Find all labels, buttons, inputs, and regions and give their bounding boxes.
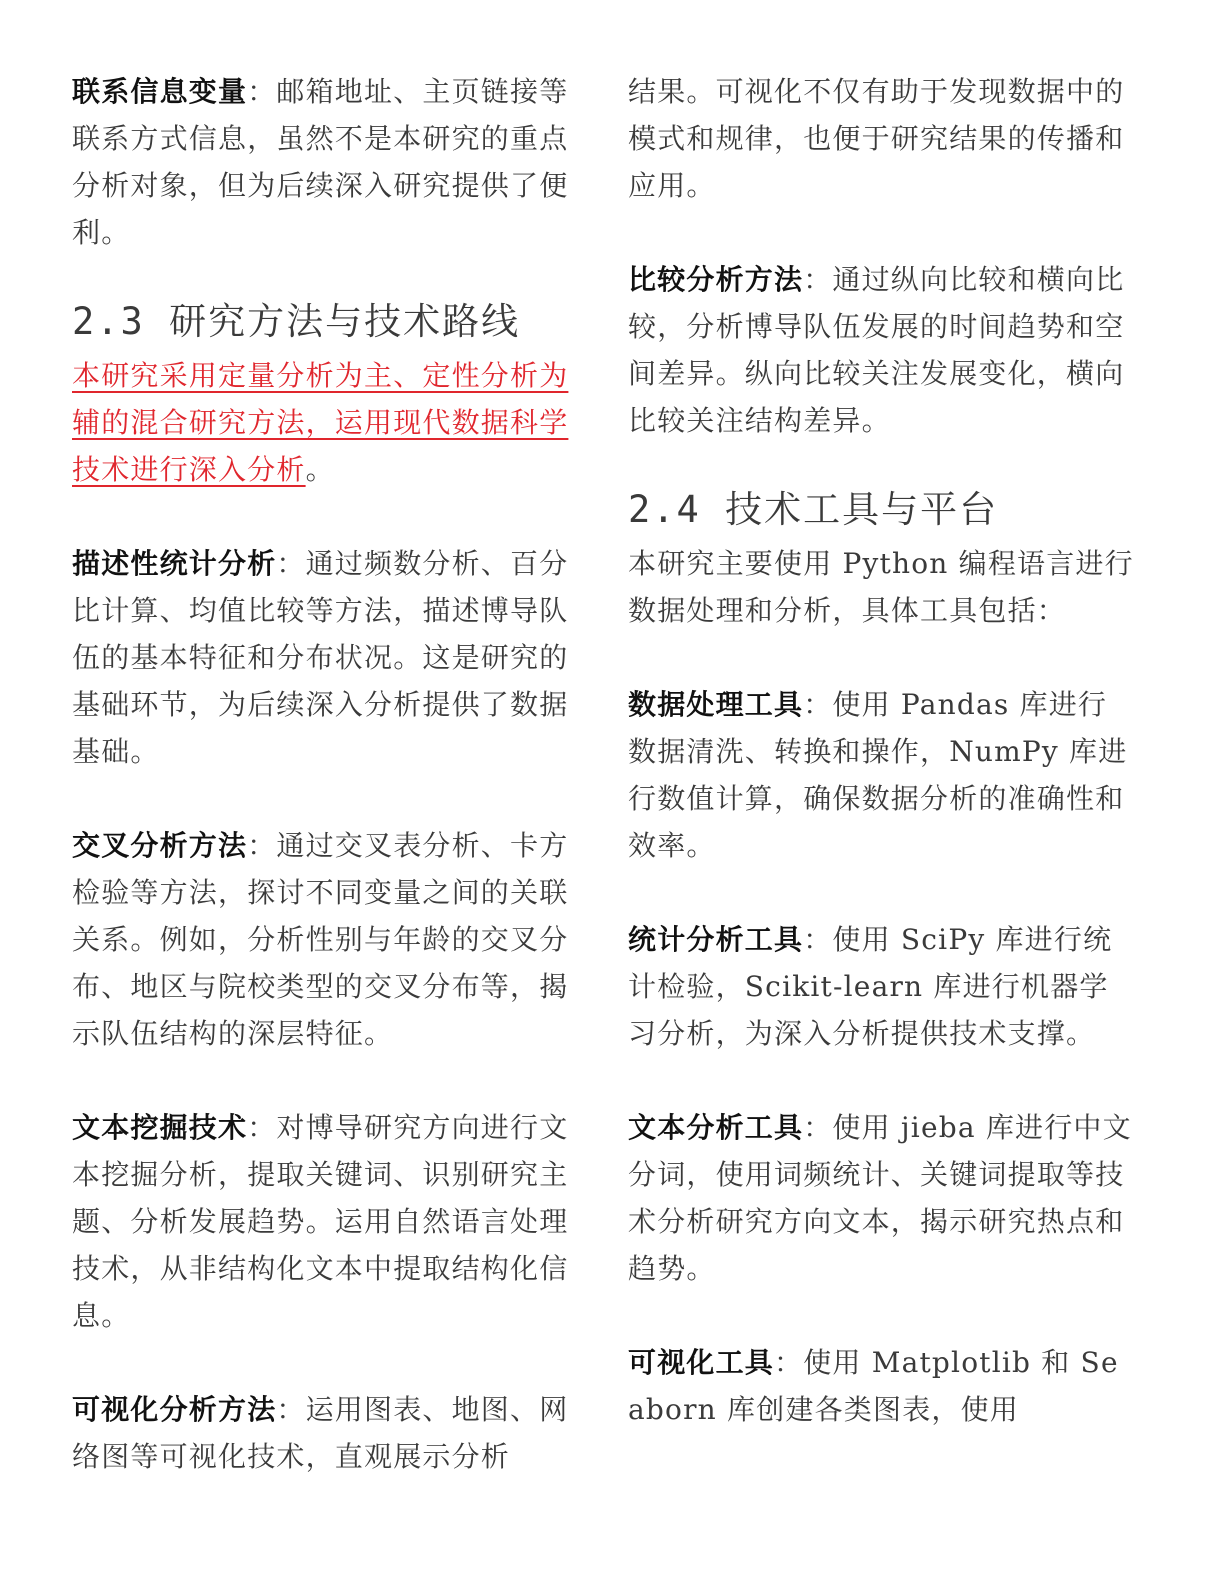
term-text-mining: 文本挖掘技术 xyxy=(72,1111,248,1144)
cross-analysis-paragraph: 交叉分析方法：通过交叉表分析、卡方检验等方法，探讨不同变量之间的关联关系。例如，分析性别与年龄的交叉分布、地区与院校类型的交叉分布等，揭示队伍结构的深层特征。 xyxy=(72,829,569,1050)
text-mining-paragraph: 文本挖掘技术：对博导研究方向进行文本挖掘分析，提取关键词、识别研究主题、分析发展趋势。运用自然语言处理技术，从非结构化文本中提取结构化信息。 xyxy=(72,1111,569,1332)
visual-analysis-text: 运用图表、地图、网络图等可视化技术，直观展示分析 xyxy=(72,1393,569,1473)
data-processing-paragraph: 数据处理工具：使用 Pandas 库进行数据清洗、转换和操作，NumPy 库进行数值计算，确保数据分析的准确性和效率。 xyxy=(628,688,1128,862)
term-data-processing: 数据处理工具 xyxy=(628,688,804,721)
stats-tools-paragraph: 统计分析工具：使用 SciPy 库进行统计检验，Scikit-learn 库进行机器学习分析，为深入分析提供技术支撑。 xyxy=(628,923,1113,1050)
term-vis-tools: 可视化工具 xyxy=(628,1346,775,1379)
visual-analysis-continued: 结果。可视化不仅有助于发现数据中的模式和规律，也便于研究结果的传播和应用。 xyxy=(628,75,1125,202)
contact-info-text: 邮箱地址、主页链接等联系方式信息，虽然不是本研究的重点分析对象，但为后续深入研究提供了便利。 xyxy=(72,75,569,249)
data-processing-text: 使用 Pandas 库进行数据清洗、转换和操作，NumPy 库进行数值计算，确保数据分析的准确性和效率。 xyxy=(628,688,1128,862)
vis-tools-paragraph: 可视化工具：使用 Matplotlib 和 Seaborn 库创建各类图表，使用 xyxy=(628,1346,1119,1426)
section-heading-2-3: 2.3 研究方法与技术路线 xyxy=(72,300,521,343)
term-contact-info: 联系信息变量 xyxy=(72,75,248,108)
highlighted-intro-text: 本研究采用定量分析为主、定性分析为辅的混合研究方法，运用现代数据科学技术进行深入分析 xyxy=(72,359,569,486)
text-mining-text: 对博导研究方向进行文本挖掘分析，提取关键词、识别研究主题、分析发展趋势。运用自然语言处理技术，从非结构化文本中提取结构化信息。 xyxy=(72,1111,569,1332)
section-heading-2-4: 2.4 技术工具与平台 xyxy=(628,488,999,531)
stats-tools-text: 使用 SciPy 库进行统计检验，Scikit-learn 库进行机器学习分析，为深入分析提供技术支撑。 xyxy=(628,923,1113,1050)
term-descriptive-stats: 描述性统计分析 xyxy=(72,547,277,580)
term-text-analysis: 文本分析工具 xyxy=(628,1111,804,1144)
text-analysis-paragraph: 文本分析工具：使用 jieba 库进行中文分词，使用词频统计、关键词提取等技术分析研究方向文本，揭示研究热点和趋势。 xyxy=(628,1111,1132,1285)
right-column xyxy=(628,68,1136,1433)
contact-info-paragraph: 联系信息变量：邮箱地址、主页链接等联系方式信息，虽然不是本研究的重点分析对象，但为后续深入研究提供了便利。 xyxy=(72,75,569,249)
descriptive-stats-paragraph: 描述性统计分析：通过频数分析、百分比计算、均值比较等方法，描述博导队伍的基本特征和分布状况。这是研究的基础环节，为后续深入分析提供了数据基础。 xyxy=(72,547,569,768)
descriptive-stats-text: 通过频数分析、百分比计算、均值比较等方法，描述博导队伍的基本特征和分布状况。这是研究的基础环节，为后续深入分析提供了数据基础。 xyxy=(72,547,569,768)
vis-tools-text: 使用 Matplotlib 和 Seaborn 库创建各类图表，使用 xyxy=(628,1346,1119,1426)
section-2-3-intro: 本研究采用定量分析为主、定性分析为辅的混合研究方法，运用现代数据科学技术进行深入分析。 xyxy=(72,359,569,486)
term-comparative: 比较分析方法 xyxy=(628,263,804,296)
comparative-text: 通过纵向比较和横向比较，分析博导队伍发展的时间趋势和空间差异。纵向比较关注发展变化，横向比较关注结构差异。 xyxy=(628,263,1125,437)
comparative-paragraph: 比较分析方法：通过纵向比较和横向比较，分析博导队伍发展的时间趋势和空间差异。纵向比较关注发展变化，横向比较关注结构差异。 xyxy=(628,263,1125,437)
text-analysis-text: 使用 jieba 库进行中文分词，使用词频统计、关键词提取等技术分析研究方向文本，揭示研究热点和趋势。 xyxy=(628,1111,1132,1285)
section-2-4-intro: 本研究主要使用 Python 编程语言进行数据处理和分析，具体工具包括： xyxy=(628,547,1134,627)
cross-analysis-text: 通过交叉表分析、卡方检验等方法，探讨不同变量之间的关联关系。例如，分析性别与年龄的交叉分布、地区与院校类型的交叉分布等，揭示队伍结构的深层特征。 xyxy=(72,829,569,1050)
term-cross-analysis: 交叉分析方法 xyxy=(72,829,248,862)
term-visual-analysis: 可视化分析方法 xyxy=(72,1393,277,1426)
term-stats-tools: 统计分析工具 xyxy=(628,923,804,956)
visual-analysis-paragraph: 可视化分析方法：运用图表、地图、网络图等可视化技术，直观展示分析 xyxy=(72,1393,569,1473)
left-column xyxy=(72,68,580,1480)
